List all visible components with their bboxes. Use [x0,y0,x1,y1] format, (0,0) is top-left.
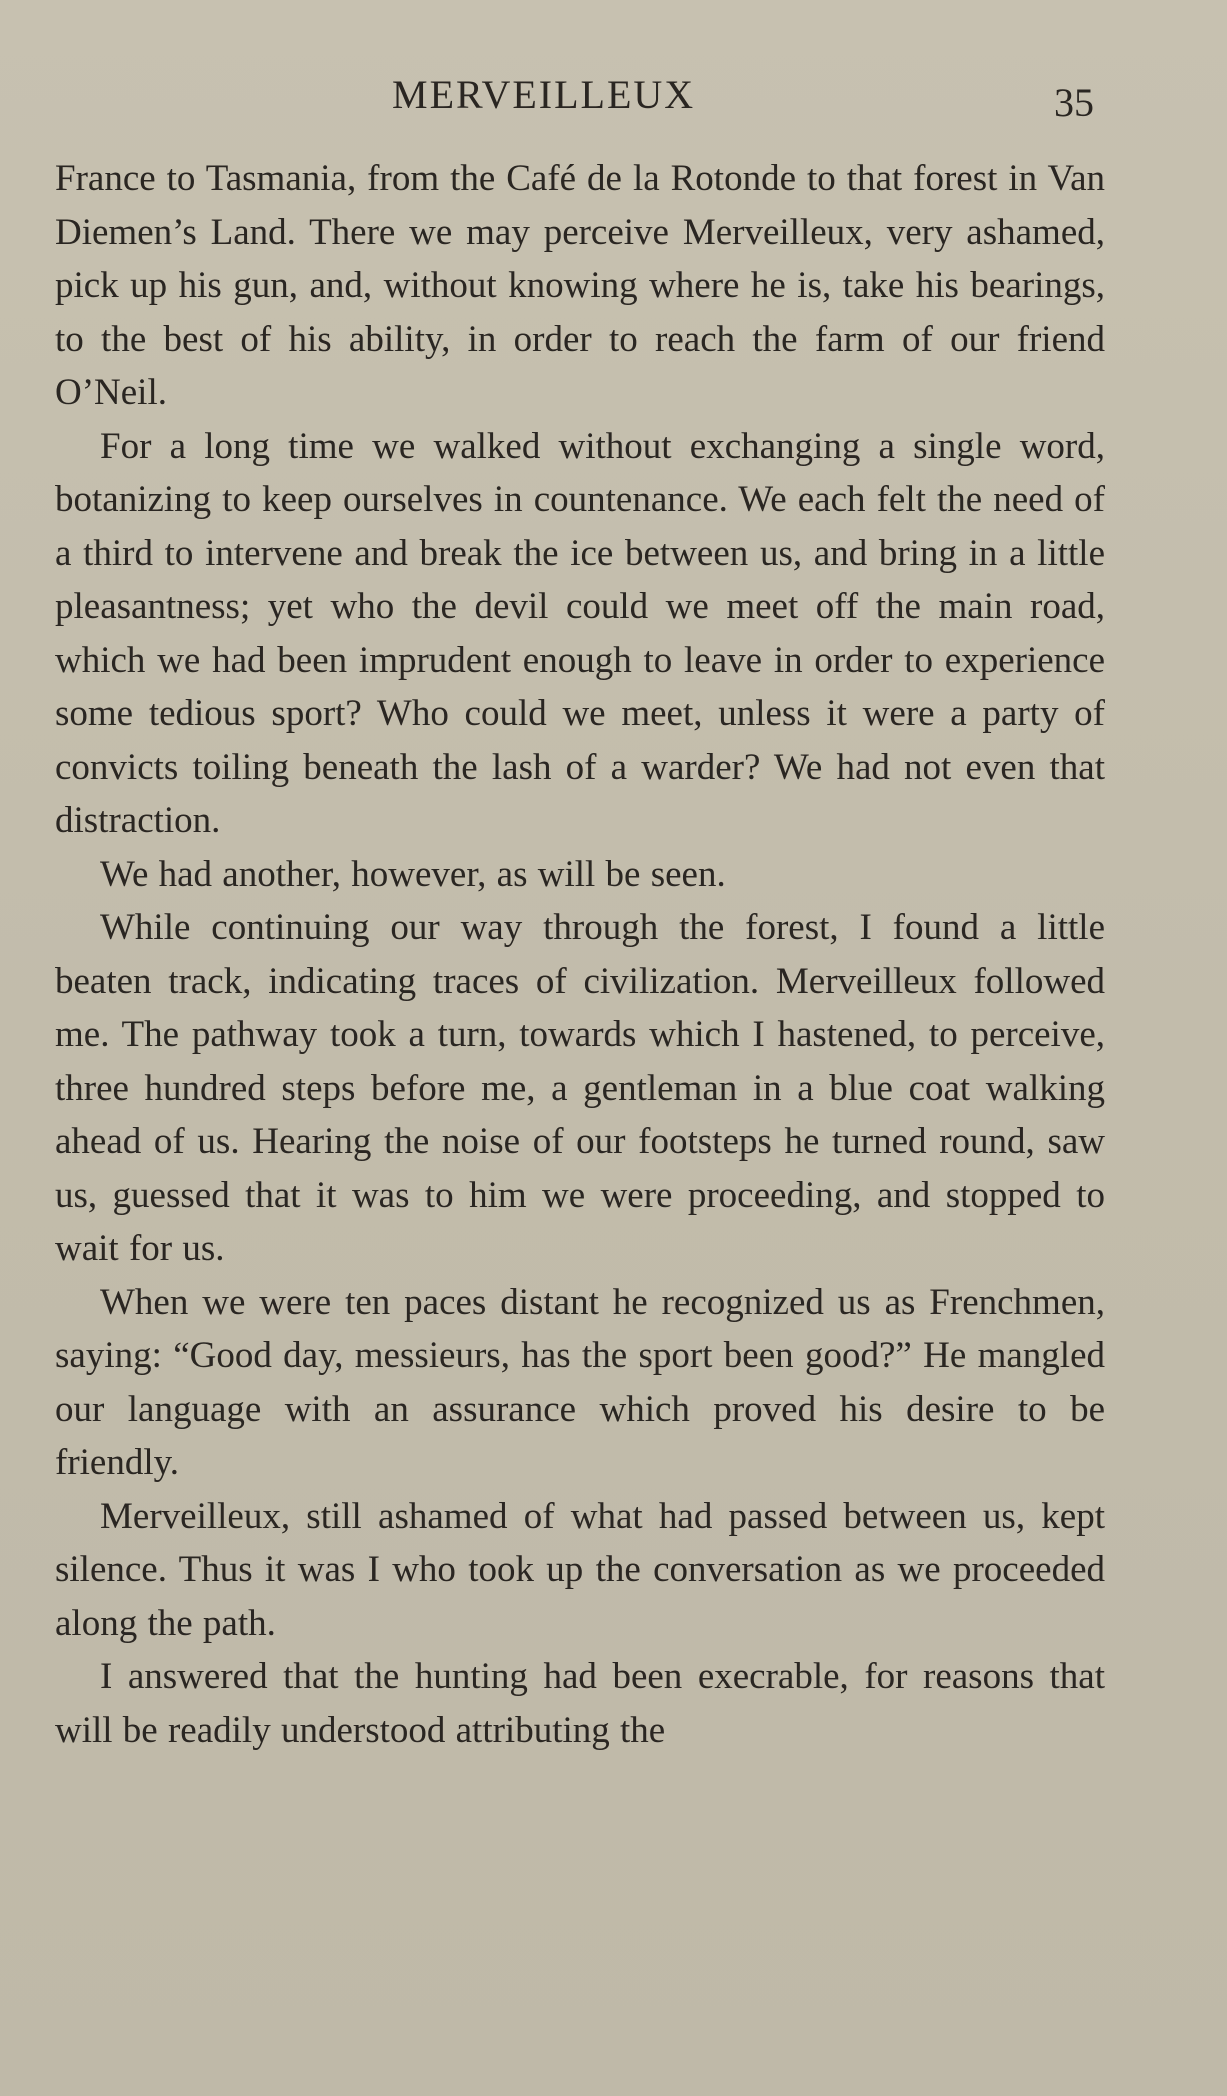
paragraph: While continuing our way through the forest, I found a little beaten track, indicating traces of civilization. Merveilleux followed me. The pathway took a turn, towards which I hastened, to perceive, three hundred steps before me, a gentleman in a blue coat walking ahead of us. Hearing the noise of our footsteps he turned round, saw us, guessed that it was to him we were proceeding, and stopped to wait for us. [55,907,1105,1269]
paragraph: I answered that the hunting had been execrable, for reasons that will be readily understood attributing the [55,1656,1105,1751]
page-header [0,70,1227,125]
paragraph: We had another, however, as will be seen. [100,853,726,895]
body-text [55,152,1105,1757]
paragraph: When we were ten paces distant he recognized us as Frenchmen, saying: “Good day, messieurs, has the sport been good?” He mangled our language with an assurance which proved his desire to be friendly. [55,1281,1105,1483]
paragraph-continued: France to Tasmania, from the Café de la Rotonde to that forest in Van Diemen’s Land. There we may perceive Merveilleux, very ashamed, pick up his gun, and, without knowing where he is, take his bearings, to the best of his ability, in order to reach the farm of our friend O’Neil. [55,158,1105,413]
paragraph: Merveilleux, still ashamed of what had passed between us, kept silence. Thus it was I who took up the conversation as we proceeded along the path. [55,1495,1105,1644]
page-number: 35 [1054,80,1094,125]
running-head: MERVEILLEUX [392,72,696,117]
paragraph: For a long time we walked without exchanging a single word, botanizing to keep ourselves in countenance. We each felt the need of a third to intervene and break the ice between us, and bring in a little pleasantness; yet who the devil could we meet off the main road, which we had been imprudent enough to leave in order to experience some tedious sport? Who could we meet, unless it were a party of convicts toiling beneath the lash of a warder? We had not even that distraction. [55,425,1105,841]
